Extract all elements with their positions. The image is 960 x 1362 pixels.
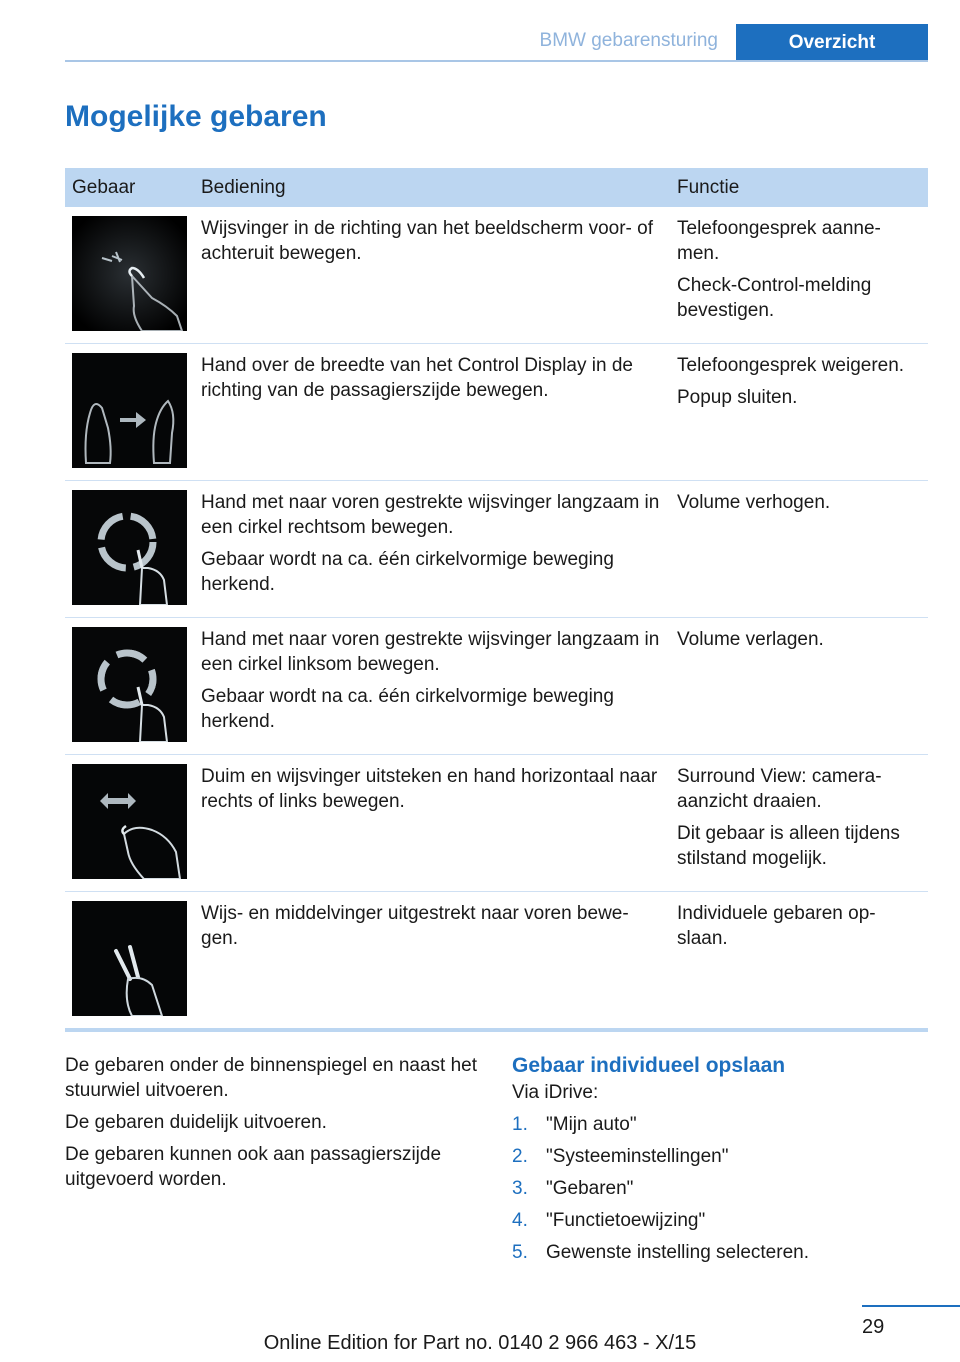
table-row (65, 755, 928, 892)
header-active-tab[interactable]: Overzicht (736, 24, 928, 62)
step-text: "Systeeminstellingen" (546, 1146, 729, 1167)
page-title: Mogelijke gebaren (65, 100, 327, 133)
function-cell (670, 481, 928, 618)
gesture-image-cell (65, 618, 194, 755)
operation-text: Wijs- en middelvinger uitgestrekt naar voren bewe-gen. (201, 903, 629, 949)
step-text: "Functietoewijzing" (546, 1210, 706, 1231)
operation-text: Hand met naar voren gestrekte wijsvinger langzaam in een cirkel rechtsom bewegen. (201, 492, 660, 538)
operation-text: Gebaar wordt na ca. één cirkelvormige beweging herkend. (201, 686, 614, 732)
operation-text: Hand met naar voren gestrekte wijsvinger langzaam in een cirkel linksom bewegen. (201, 629, 660, 675)
gesture-table (65, 168, 928, 1032)
operation-cell (194, 618, 670, 755)
footer-edition-text: Online Edition for Part no. 0140 2 966 463 - X/15 (263, 1332, 697, 1354)
operation-text: Gebaar wordt na ca. één cirkelvormige beweging herkend. (201, 549, 614, 595)
step-number: 1. (512, 1114, 528, 1135)
function-cell (670, 618, 928, 755)
list-item (512, 1176, 927, 1201)
header-rule (65, 60, 928, 62)
header-section-label[interactable]: BMW gebarensturing (539, 30, 718, 51)
function-text: Individuele gebaren op-slaan. (677, 903, 876, 949)
function-text: Volume verlagen. (677, 629, 824, 650)
circle-clockwise-gesture-icon (72, 490, 187, 605)
step-number: 5. (512, 1242, 528, 1263)
column-header-functie: Functie (670, 168, 928, 207)
step-number: 4. (512, 1210, 528, 1231)
table-row (65, 481, 928, 618)
operation-text: Duim en wijsvinger uitsteken en hand horizontaal naar rechts of links bewegen. (201, 766, 658, 812)
table-row (65, 207, 928, 344)
instruction-paragraph: De gebaren duidelijk uitvoeren. (65, 1112, 327, 1133)
step-number: 3. (512, 1178, 528, 1199)
column-header-gebaar: Gebaar (65, 168, 194, 207)
operation-cell (194, 344, 670, 481)
gesture-image-cell (65, 481, 194, 618)
page-number-rule (862, 1305, 960, 1307)
list-item (512, 1208, 927, 1233)
swipe-hand-gesture-icon (72, 353, 187, 468)
step-text: "Gebaren" (546, 1178, 634, 1199)
section-heading: Gebaar individueel opslaan (512, 1054, 786, 1077)
function-text: Popup sluiten. (677, 387, 798, 408)
save-gesture-section (512, 1053, 927, 1272)
function-cell (670, 207, 928, 344)
table-row (65, 618, 928, 755)
operation-text: Wijsvinger in de richting van het beeldscherm voor- of achteruit bewegen. (201, 218, 653, 264)
step-text: Gewenste instelling selecteren. (546, 1242, 809, 1263)
circle-counterclockwise-gesture-icon (72, 627, 187, 742)
step-text: "Mijn auto" (546, 1114, 637, 1135)
step-number: 2. (512, 1146, 528, 1167)
two-fingers-gesture-icon (72, 901, 187, 1016)
point-forward-gesture-icon (72, 216, 187, 331)
operation-cell (194, 207, 670, 344)
instruction-paragraph: De gebaren onder de binnenspiegel en naast het stuurwiel uitvoeren. (65, 1055, 477, 1101)
operation-cell (194, 481, 670, 618)
column-header-bediening: Bediening (194, 168, 670, 207)
instruction-paragraph: De gebaren kunnen ook aan passagierszijde uitgevoerd worden. (65, 1144, 442, 1190)
function-text: Telefoongesprek aanne-men. (677, 218, 881, 264)
thumb-index-swipe-gesture-icon (72, 764, 187, 879)
list-item (512, 1112, 927, 1137)
function-cell (670, 344, 928, 481)
table-row (65, 892, 928, 1031)
operation-cell (194, 892, 670, 1031)
table-row (65, 344, 928, 481)
gesture-image-cell (65, 207, 194, 344)
steps-list (512, 1112, 927, 1265)
gesture-image-cell (65, 344, 194, 481)
page-header (65, 24, 928, 62)
section-intro: Via iDrive: (512, 1082, 599, 1103)
operation-text: Hand over de breedte van het Control Display in de richting van de passagierszijde bewegen. (201, 355, 633, 401)
gesture-image-cell (65, 755, 194, 892)
page-number: 29 (862, 1316, 885, 1338)
function-cell (670, 755, 928, 892)
function-text: Dit gebaar is alleen tijdens stilstand mogelijk. (677, 823, 900, 869)
function-text: Surround View: camera-aanzicht draaien. (677, 766, 882, 812)
function-text: Volume verhogen. (677, 492, 831, 513)
operation-cell (194, 755, 670, 892)
list-item (512, 1240, 927, 1265)
gesture-image-cell (65, 892, 194, 1031)
table-header-row (65, 168, 928, 207)
function-text: Telefoongesprek weigeren. (677, 355, 905, 376)
function-text: Check-Control-melding bevestigen. (677, 275, 872, 321)
instructions-column (65, 1053, 485, 1199)
function-cell (670, 892, 928, 1031)
list-item (512, 1144, 927, 1169)
